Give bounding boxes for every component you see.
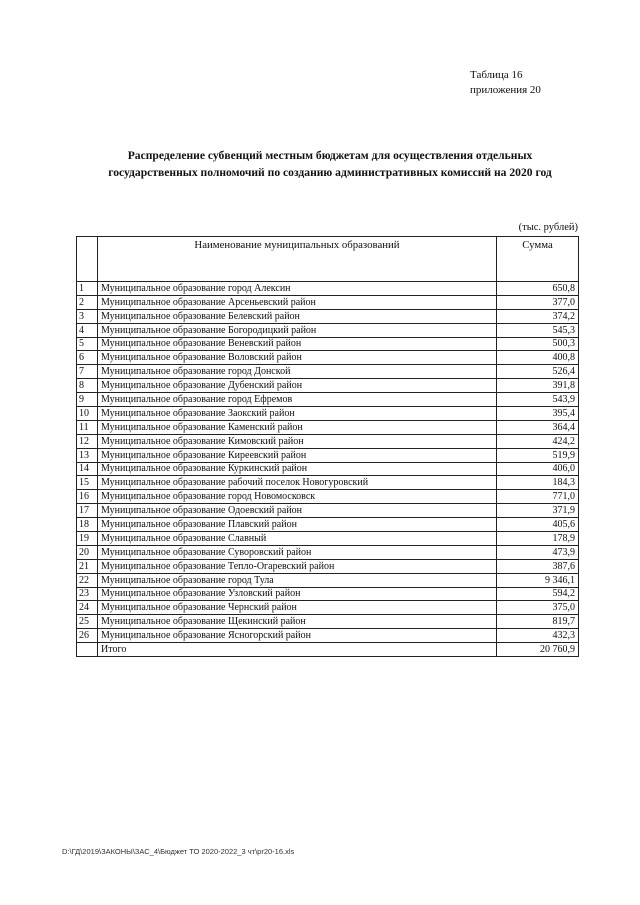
- header-name-cell: Наименование муниципальных образований: [98, 237, 497, 282]
- row-sum: 406,0: [497, 462, 579, 476]
- row-municipality-name: Муниципальное образование город Донской: [98, 365, 497, 379]
- document-title: [60, 147, 600, 181]
- row-municipality-name: Муниципальное образование Куркинский район: [98, 462, 497, 476]
- row-sum: 387,6: [497, 559, 579, 573]
- table-row: [77, 337, 579, 351]
- row-sum: 432,3: [497, 629, 579, 643]
- row-number: 8: [77, 379, 98, 393]
- row-sum: 374,2: [497, 309, 579, 323]
- row-sum: 545,3: [497, 323, 579, 337]
- table-total-row: [77, 643, 579, 657]
- row-sum: 526,4: [497, 365, 579, 379]
- row-number: 16: [77, 490, 98, 504]
- total-sum: 20 760,9: [497, 643, 579, 657]
- row-sum: 405,6: [497, 518, 579, 532]
- table-row: [77, 351, 579, 365]
- total-num-cell: [77, 643, 98, 657]
- row-sum: 364,4: [497, 420, 579, 434]
- row-number: 15: [77, 476, 98, 490]
- header-num-cell: [77, 237, 98, 282]
- row-municipality-name: Муниципальное образование рабочий поселок Новогуровский: [98, 476, 497, 490]
- row-municipality-name: Муниципальное образование Чернский район: [98, 601, 497, 615]
- title-line-1: Распределение субвенций местным бюджетам для осуществления отдельных: [127, 149, 533, 162]
- table-row: [77, 420, 579, 434]
- table-row: [77, 504, 579, 518]
- row-sum: 400,8: [497, 351, 579, 365]
- row-number: 19: [77, 532, 98, 546]
- annex-table-number: Таблица 16: [470, 69, 523, 81]
- row-sum: 371,9: [497, 504, 579, 518]
- row-municipality-name: Муниципальное образование Белевский район: [98, 309, 497, 323]
- row-sum: 543,9: [497, 393, 579, 407]
- table-row: [77, 282, 579, 296]
- row-sum: 395,4: [497, 407, 579, 421]
- row-number: 2: [77, 295, 98, 309]
- row-sum: 377,0: [497, 295, 579, 309]
- row-sum: 9 346,1: [497, 573, 579, 587]
- row-number: 21: [77, 559, 98, 573]
- row-sum: 500,3: [497, 337, 579, 351]
- row-number: 26: [77, 629, 98, 643]
- row-municipality-name: Муниципальное образование Щекинский район: [98, 615, 497, 629]
- table-header-row: [77, 237, 579, 282]
- table-row: [77, 434, 579, 448]
- row-municipality-name: Муниципальное образование Богородицкий район: [98, 323, 497, 337]
- row-number: 10: [77, 407, 98, 421]
- row-number: 23: [77, 587, 98, 601]
- table-row: [77, 365, 579, 379]
- annex-reference: [470, 68, 590, 98]
- table-row: [77, 309, 579, 323]
- table-row: [77, 587, 579, 601]
- table-row: [77, 518, 579, 532]
- header-sum-cell: Сумма: [497, 237, 579, 282]
- row-sum: 819,7: [497, 615, 579, 629]
- row-number: 5: [77, 337, 98, 351]
- row-number: 20: [77, 545, 98, 559]
- row-municipality-name: Муниципальное образование Каменский район: [98, 420, 497, 434]
- row-municipality-name: Муниципальное образование Заокский район: [98, 407, 497, 421]
- table-row: [77, 393, 579, 407]
- row-municipality-name: Муниципальное образование город Тула: [98, 573, 497, 587]
- row-number: 1: [77, 282, 98, 296]
- row-municipality-name: Муниципальное образование Кимовский район: [98, 434, 497, 448]
- row-municipality-name: Муниципальное образование Суворовский район: [98, 545, 497, 559]
- row-municipality-name: Муниципальное образование Тепло-Огаревский район: [98, 559, 497, 573]
- table-row: [77, 407, 579, 421]
- table-row: [77, 615, 579, 629]
- units-label: (тыс. рублей): [518, 222, 578, 233]
- row-municipality-name: Муниципальное образование Ясногорский район: [98, 629, 497, 643]
- row-number: 11: [77, 420, 98, 434]
- row-sum: 771,0: [497, 490, 579, 504]
- table-row: [77, 323, 579, 337]
- row-municipality-name: Муниципальное образование Плавский район: [98, 518, 497, 532]
- row-sum: 519,9: [497, 448, 579, 462]
- table-row: [77, 532, 579, 546]
- table-row: [77, 559, 579, 573]
- row-sum: 594,2: [497, 587, 579, 601]
- row-sum: 650,8: [497, 282, 579, 296]
- row-municipality-name: Муниципальное образование Узловский район: [98, 587, 497, 601]
- row-municipality-name: Муниципальное образование город Ефремов: [98, 393, 497, 407]
- row-number: 4: [77, 323, 98, 337]
- row-number: 3: [77, 309, 98, 323]
- row-municipality-name: Муниципальное образование Одоевский район: [98, 504, 497, 518]
- row-number: 13: [77, 448, 98, 462]
- row-number: 14: [77, 462, 98, 476]
- table-row: [77, 448, 579, 462]
- table-row: [77, 476, 579, 490]
- row-number: 22: [77, 573, 98, 587]
- table-row: [77, 601, 579, 615]
- row-number: 7: [77, 365, 98, 379]
- row-municipality-name: Муниципальное образование Арсеньевский район: [98, 295, 497, 309]
- table-row: [77, 573, 579, 587]
- table-row: [77, 295, 579, 309]
- row-municipality-name: Муниципальное образование Воловский район: [98, 351, 497, 365]
- annex-appendix-number: приложения 20: [470, 84, 541, 96]
- subsidy-table: [76, 236, 579, 657]
- table-row: [77, 490, 579, 504]
- row-number: 6: [77, 351, 98, 365]
- row-municipality-name: Муниципальное образование Киреевский район: [98, 448, 497, 462]
- file-path-footer: D:\ГД\2019\ЗАКОНЫ\ЗАС_4\Бюджет ТО 2020-2022_3 чт\pr20-16.xls: [62, 847, 295, 856]
- title-line-2: государственных полномочий по созданию административных комиссий на 2020 год: [108, 166, 552, 179]
- row-municipality-name: Муниципальное образование Веневский район: [98, 337, 497, 351]
- row-sum: 178,9: [497, 532, 579, 546]
- row-sum: 424,2: [497, 434, 579, 448]
- row-sum: 473,9: [497, 545, 579, 559]
- table-row: [77, 379, 579, 393]
- row-sum: 391,8: [497, 379, 579, 393]
- row-sum: 375,0: [497, 601, 579, 615]
- table-row: [77, 545, 579, 559]
- row-sum: 184,3: [497, 476, 579, 490]
- row-municipality-name: Муниципальное образование Славный: [98, 532, 497, 546]
- row-number: 12: [77, 434, 98, 448]
- row-number: 18: [77, 518, 98, 532]
- row-number: 9: [77, 393, 98, 407]
- row-number: 17: [77, 504, 98, 518]
- total-label: Итого: [98, 643, 497, 657]
- row-municipality-name: Муниципальное образование город Новомосковск: [98, 490, 497, 504]
- table-row: [77, 629, 579, 643]
- row-municipality-name: Муниципальное образование город Алексин: [98, 282, 497, 296]
- row-number: 24: [77, 601, 98, 615]
- row-number: 25: [77, 615, 98, 629]
- row-municipality-name: Муниципальное образование Дубенский район: [98, 379, 497, 393]
- table-row: [77, 462, 579, 476]
